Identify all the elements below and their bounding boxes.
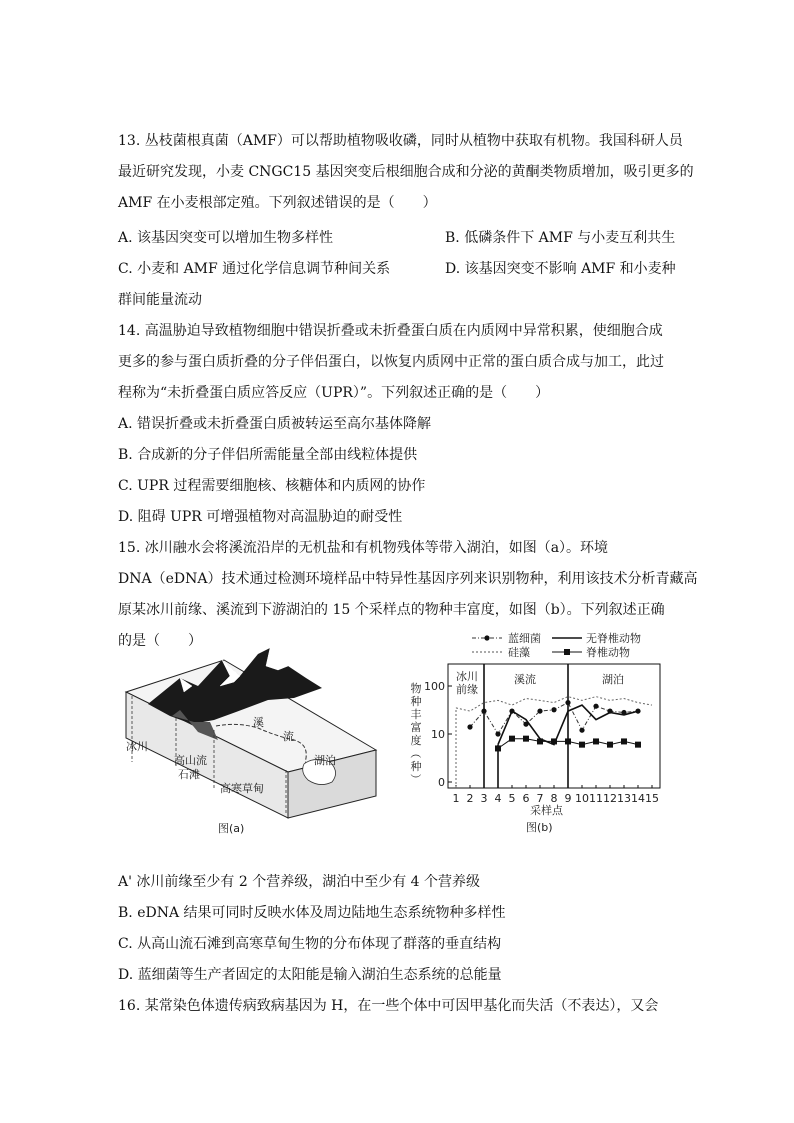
x-tick-label: 7 [536,792,544,805]
y-axis-title-char: 物 [410,682,422,695]
q15-stem-line-1: 15. 冰川融水会将溪流沿岸的无机盐和有机物残体等带入湖泊，如图（a）。环境 [118,540,609,556]
y-axis-title-char: ） [409,773,422,785]
figure-b-caption: 图(b) [526,821,553,834]
legend-marker-cyanobacteria [484,635,489,640]
x-tick-label: 12 [603,792,617,805]
figure-a-glacier-terrain [118,640,380,835]
y-axis-title-char: 富 [410,721,422,734]
q15-stem-line-3: 原某冰川前缘、溪流到下游湖泊的 15 个采样点的物种丰富度，如图（b）。下列叙述正确 [118,602,665,618]
label-scree-1: 高山流 [174,754,207,767]
series-point-vertebrates [523,736,529,742]
series-point-cyanobacteria [495,731,500,736]
chart-series [456,697,652,788]
series-point-cyanobacteria [481,708,486,713]
y-tick-label: 10 [431,728,445,741]
label-stream-2: 流 [283,730,294,743]
x-tick-label: 9 [564,792,572,805]
label-scree-2: 石滩 [178,768,200,781]
y-axis-title-char: 种 [410,695,422,708]
figure-a-caption: 图(a) [218,822,245,835]
x-tick-label: 2 [466,792,474,805]
x-tick-label: 4 [494,792,502,805]
y-axis-title [409,681,422,785]
q13-stem-line-1: 13. 丛枝菌根真菌（AMF）可以帮助植物吸收磷，同时从植物中获取有机物。我国科研人员 [118,133,683,149]
q15-stem-line-2: DNA（eDNA）技术通过检测环境样品中特异性基因序列来识别物种，利用该技术分析青藏高 [118,571,698,587]
q15-stem-line-4: 的是（ ） [118,633,202,649]
q14-option-b: B. 合成新的分子伴侣所需能量全部由线粒体提供 [118,447,418,463]
x-tick-label: 13 [617,792,631,805]
series-point-vertebrates [565,738,571,744]
legend-label-invertebrates: 无脊椎动物 [586,632,641,645]
series-point-cyanobacteria [593,704,598,709]
q13-stem-line-2: 最近研究发现，小麦 CNGC15 基因突变后根细胞合成和分泌的黄酮类物质增加，吸引更多的 [118,164,694,180]
label-meadow: 高寒草甸 [220,782,264,795]
region-label-lake: 湖泊 [602,673,624,686]
chart-legend [472,631,641,659]
q15-option-a: A' 冰川前缘至少有 2 个营养级，湖泊中至少有 4 个营养级 [118,874,481,890]
plot-frame [448,664,660,788]
x-tick-label: 1 [452,792,460,805]
q13-stem-line-3: AMF 在小麦根部定殖。下列叙述错误的是（ ） [118,195,437,211]
region-label-glacier-front-2: 前缘 [456,683,478,696]
series-point-vertebrates [537,738,543,744]
q13-option-c: C. 小麦和 AMF 通过化学信息调节种间关系 [118,261,391,277]
y-tick-label: 100 [424,680,445,693]
q15-option-d: D. 蓝细菌等生产者固定的太阳能是输入湖泊生态系统的总能量 [118,967,502,983]
legend-marker-vertebrates [564,649,570,655]
q14-stem-line-3: 程称为“未折叠蛋白质应答反应（UPR）”。下列叙述正确的是（ ） [118,385,550,401]
series-point-vertebrates [635,742,641,748]
series-point-vertebrates [551,738,557,744]
q13-option-a: A. 该基因突变可以增加生物多样性 [118,230,334,246]
region-label-glacier-front-1: 冰川 [456,670,478,683]
label-lake: 湖泊 [314,754,336,767]
series-point-cyanobacteria [537,708,542,713]
series-point-cyanobacteria [579,728,584,733]
q16-stem-line-1: 16. 某常染色体遗传病致病基因为 H，在一些个体中可因甲基化而失活（不表达），又会 [118,998,659,1014]
y-axis-title-char: （ [409,747,422,759]
label-stream-1: 溪 [253,716,264,729]
series-point-cyanobacteria [565,700,570,705]
region-label-stream: 溪流 [514,673,536,686]
x-tick-label: 5 [508,792,516,805]
series-point-cyanobacteria [551,707,556,712]
q13-option-d: D. 该基因突变不影响 AMF 和小麦种 [445,261,676,277]
series-point-vertebrates [607,742,613,748]
q15-option-b: B. eDNA 结果可同时反映水体及周边陆地生态系统物种多样性 [118,905,506,921]
series-point-vertebrates [593,738,599,744]
series-point-vertebrates [495,745,501,751]
series-point-vertebrates [579,742,585,748]
q13-option-b: B. 低磷条件下 AMF 与小麦互利共生 [445,230,676,246]
x-tick-label: 8 [550,792,558,805]
x-tick-label: 11 [589,792,603,805]
series-point-cyanobacteria [467,724,472,729]
q14-stem-line-1: 14. 高温胁迫导致植物细胞中错误折叠或未折叠蛋白质在内质网中异常积累，使细胞合成 [118,323,663,339]
y-axis-title-char: 度 [410,734,422,747]
q15-option-c: C. 从高山流石滩到高寒草甸生物的分布体现了群落的垂直结构 [118,936,502,952]
q14-option-d: D. 阻碍 UPR 可增强植物对高温胁迫的耐受性 [118,509,403,525]
q14-option-c: C. UPR 过程需要细胞核、核糖体和内质网的协作 [118,478,426,494]
x-tick-label: 10 [575,792,589,805]
q13-option-d-continued: 群间能量流动 [118,292,202,308]
y-axis-title-char: 种 [410,760,422,773]
figure-b-species-richness-chart [406,630,674,835]
legend-label-diatoms: 硅藻 [508,646,530,659]
label-glacier: 冰川 [126,740,148,753]
q14-option-a: A. 错误折叠或未折叠蛋白质被转运至高尔基体降解 [118,416,432,432]
y-axis-title-char: 丰 [410,708,422,721]
y-tick-label: 0 [438,776,445,789]
x-tick-label: 15 [645,792,659,805]
x-tick-label: 6 [522,792,530,805]
series-point-vertebrates [621,738,627,744]
legend-label-vertebrates: 脊椎动物 [586,646,630,659]
legend-label-cyanobacteria: 蓝细菌 [508,632,541,645]
x-tick-label: 14 [631,792,645,805]
x-axis-title: 采样点 [530,804,563,817]
x-tick-label: 3 [480,792,488,805]
series-point-vertebrates [509,736,515,742]
q14-stem-line-2: 更多的参与蛋白质折叠的分子伴侣蛋白，以恢复内质网中正常的蛋白质合成与加工，此过 [118,354,664,370]
